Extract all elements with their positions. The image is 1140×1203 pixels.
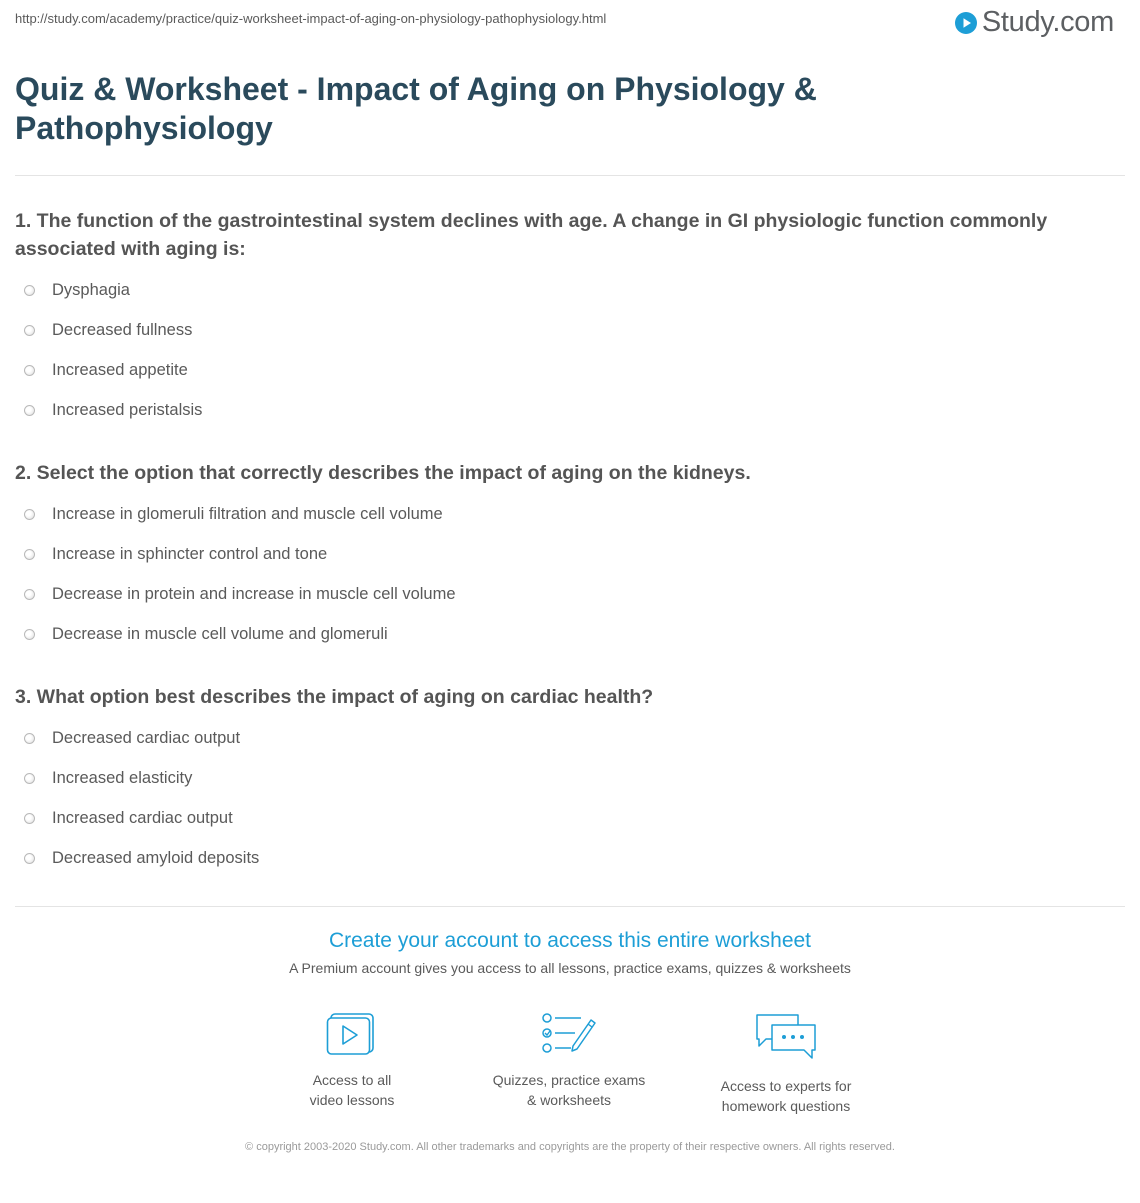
question-3: 3. What option best describes the impact of aging on cardiac health? bbox=[15, 686, 654, 708]
create-account-link[interactable]: Create your account to access this entire worksheet bbox=[328, 929, 812, 952]
answer-option[interactable] bbox=[20, 574, 456, 614]
answer-label: Decrease in muscle cell volume and glomeruli bbox=[52, 624, 388, 643]
answer-label: Increase in glomeruli filtration and muscle cell volume bbox=[52, 504, 443, 523]
answer-option[interactable] bbox=[20, 310, 202, 350]
feature-label-line: Access to all bbox=[312, 1072, 392, 1088]
quiz-checklist-icon bbox=[541, 1012, 597, 1056]
copyright-footer: © copyright 2003-2020 Study.com. All other trademarks and copyrights are the property of their respective owners. All rights reserved. bbox=[245, 1141, 895, 1153]
divider bbox=[15, 906, 1125, 907]
radio-button[interactable] bbox=[24, 773, 35, 784]
feature-label-line: homework questions bbox=[721, 1098, 851, 1114]
question-2: 2. Select the option that correctly describes the impact of aging on the kidneys. bbox=[15, 462, 751, 484]
answer-label: Decreased cardiac output bbox=[52, 728, 241, 747]
feature-quizzes bbox=[469, 1012, 669, 1110]
logo-text: Study.com bbox=[981, 6, 1114, 38]
radio-button[interactable] bbox=[24, 589, 35, 600]
question-1-options bbox=[20, 270, 202, 430]
answer-option[interactable] bbox=[20, 494, 456, 534]
play-logo-icon bbox=[954, 11, 978, 35]
answer-option[interactable] bbox=[20, 270, 202, 310]
radio-button[interactable] bbox=[24, 365, 35, 376]
feature-label-line: video lessons bbox=[309, 1092, 395, 1108]
radio-button[interactable] bbox=[24, 853, 35, 864]
video-lessons-icon bbox=[326, 1012, 378, 1056]
answer-option[interactable] bbox=[20, 838, 259, 878]
study-logo[interactable] bbox=[954, 6, 1114, 39]
answer-label: Increased peristalsis bbox=[52, 400, 203, 419]
feature-label-line: & worksheets bbox=[526, 1092, 612, 1108]
answer-label: Increase in sphincter control and tone bbox=[52, 544, 328, 563]
chat-bubbles-icon bbox=[754, 1012, 818, 1062]
answer-option[interactable] bbox=[20, 390, 202, 430]
answer-option[interactable] bbox=[20, 534, 456, 574]
answer-option[interactable] bbox=[20, 614, 456, 654]
answer-label: Increased cardiac output bbox=[52, 808, 233, 827]
radio-button[interactable] bbox=[24, 629, 35, 640]
question-3-options bbox=[20, 718, 259, 878]
answer-label: Increased elasticity bbox=[52, 768, 193, 787]
radio-button[interactable] bbox=[24, 549, 35, 560]
radio-button[interactable] bbox=[24, 813, 35, 824]
answer-label: Decreased fullness bbox=[52, 320, 193, 339]
answer-option[interactable] bbox=[20, 350, 202, 390]
answer-label: Dysphagia bbox=[52, 280, 130, 299]
page-title: Quiz & Worksheet - Impact of Aging on Physiology & Pathophysiology bbox=[15, 71, 817, 146]
radio-button[interactable] bbox=[24, 325, 35, 336]
answer-option[interactable] bbox=[20, 758, 259, 798]
radio-button[interactable] bbox=[24, 405, 35, 416]
answer-label: Decreased amyloid deposits bbox=[52, 848, 260, 867]
answer-option[interactable] bbox=[20, 718, 259, 758]
divider bbox=[15, 175, 1125, 176]
question-1: 1. The function of the gastrointestinal system declines with age. A change in GI physiologic function commonly associated with aging is: bbox=[15, 210, 1048, 260]
answer-label: Increased appetite bbox=[52, 360, 188, 379]
feature-label-line: Access to experts for bbox=[720, 1078, 852, 1094]
premium-description: A Premium account gives you access to all lessons, practice exams, quizzes & worksheets bbox=[289, 960, 851, 976]
question-2-options bbox=[20, 494, 456, 654]
feature-video-lessons bbox=[252, 1012, 452, 1110]
answer-option[interactable] bbox=[20, 798, 259, 838]
answer-label: Decrease in protein and increase in muscle cell volume bbox=[52, 584, 456, 603]
radio-button[interactable] bbox=[24, 733, 35, 744]
feature-label-line: Quizzes, practice exams bbox=[492, 1072, 646, 1088]
feature-experts bbox=[686, 1012, 886, 1116]
page-url: http://study.com/academy/practice/quiz-worksheet-impact-of-aging-on-physiology-pathophysiology.html bbox=[15, 11, 607, 26]
radio-button[interactable] bbox=[24, 509, 35, 520]
radio-button[interactable] bbox=[24, 285, 35, 296]
